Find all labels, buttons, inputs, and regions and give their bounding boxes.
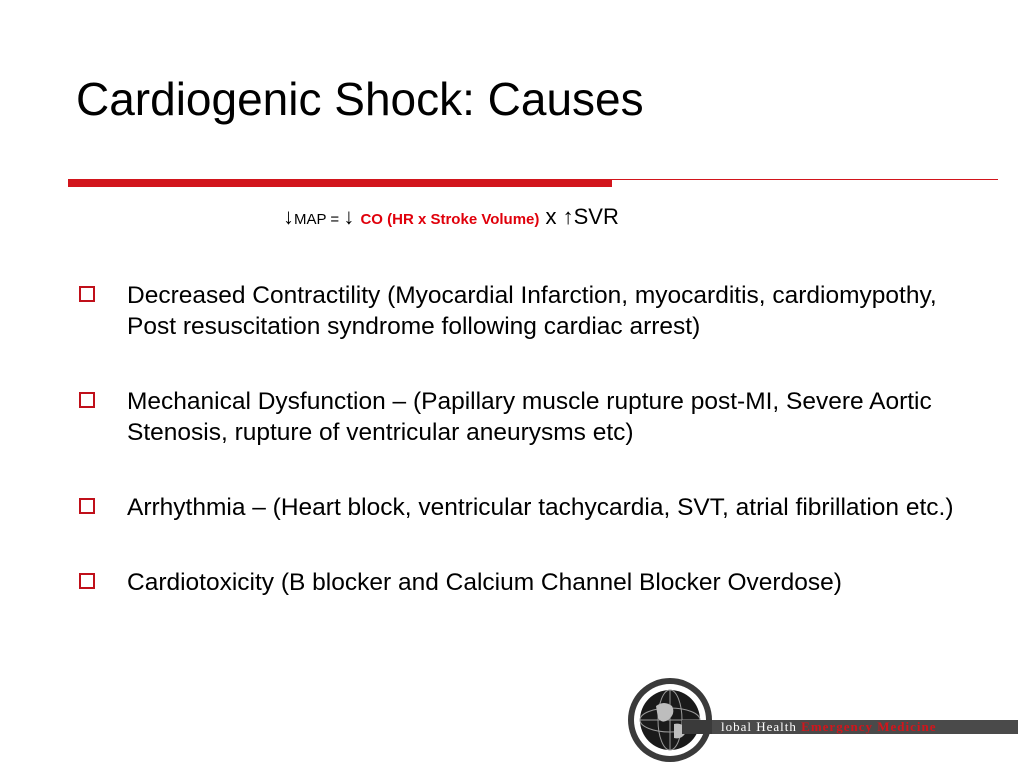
square-bullet-icon [79,573,95,589]
list-item-text: Decreased Contractility (Myocardial Infarction, myocarditis, cardiomypothy, Post resuscitation syndrome following cardiac arrest) [127,282,937,340]
title-divider-thick [68,179,612,187]
global-health-logo [626,676,1020,764]
logo-text-emergency-medicine: Emergency Medicine [801,719,937,734]
causes-list [76,280,976,642]
formula-map: MAP = [294,211,344,228]
square-bullet-icon [79,286,95,302]
list-item [76,567,976,598]
slide-title: Cardiogenic Shock: Causes [76,73,644,125]
logo-text-global-health: lobal Health [721,719,797,734]
list-item-text: Cardiotoxicity (B blocker and Calcium Channel Blocker Overdose) [127,569,842,596]
down-arrow-icon: ↓ [283,204,294,229]
logo-wordmark [721,719,936,735]
globe-g-icon [626,676,714,764]
square-bullet-icon [79,392,95,408]
list-item [76,492,976,523]
list-item [76,386,976,448]
formula-svr: ↑SVR [562,204,619,229]
formula-co: CO (HR x Stroke Volume) [360,211,540,228]
title-divider-thin [612,179,998,180]
list-item-text: Arrhythmia – (Heart block, ventricular tachycardia, SVT, atrial fibrillation etc.) [127,494,954,521]
list-item-text: Mechanical Dysfunction – (Papillary muscle rupture post-MI, Severe Aortic Stenosis, rupture of ventricular aneurysms etc) [127,388,932,446]
formula-times: x [539,204,563,229]
down-arrow-icon: ↓ [343,204,355,229]
map-formula [283,204,619,230]
square-bullet-icon [79,498,95,514]
list-item [76,280,976,342]
